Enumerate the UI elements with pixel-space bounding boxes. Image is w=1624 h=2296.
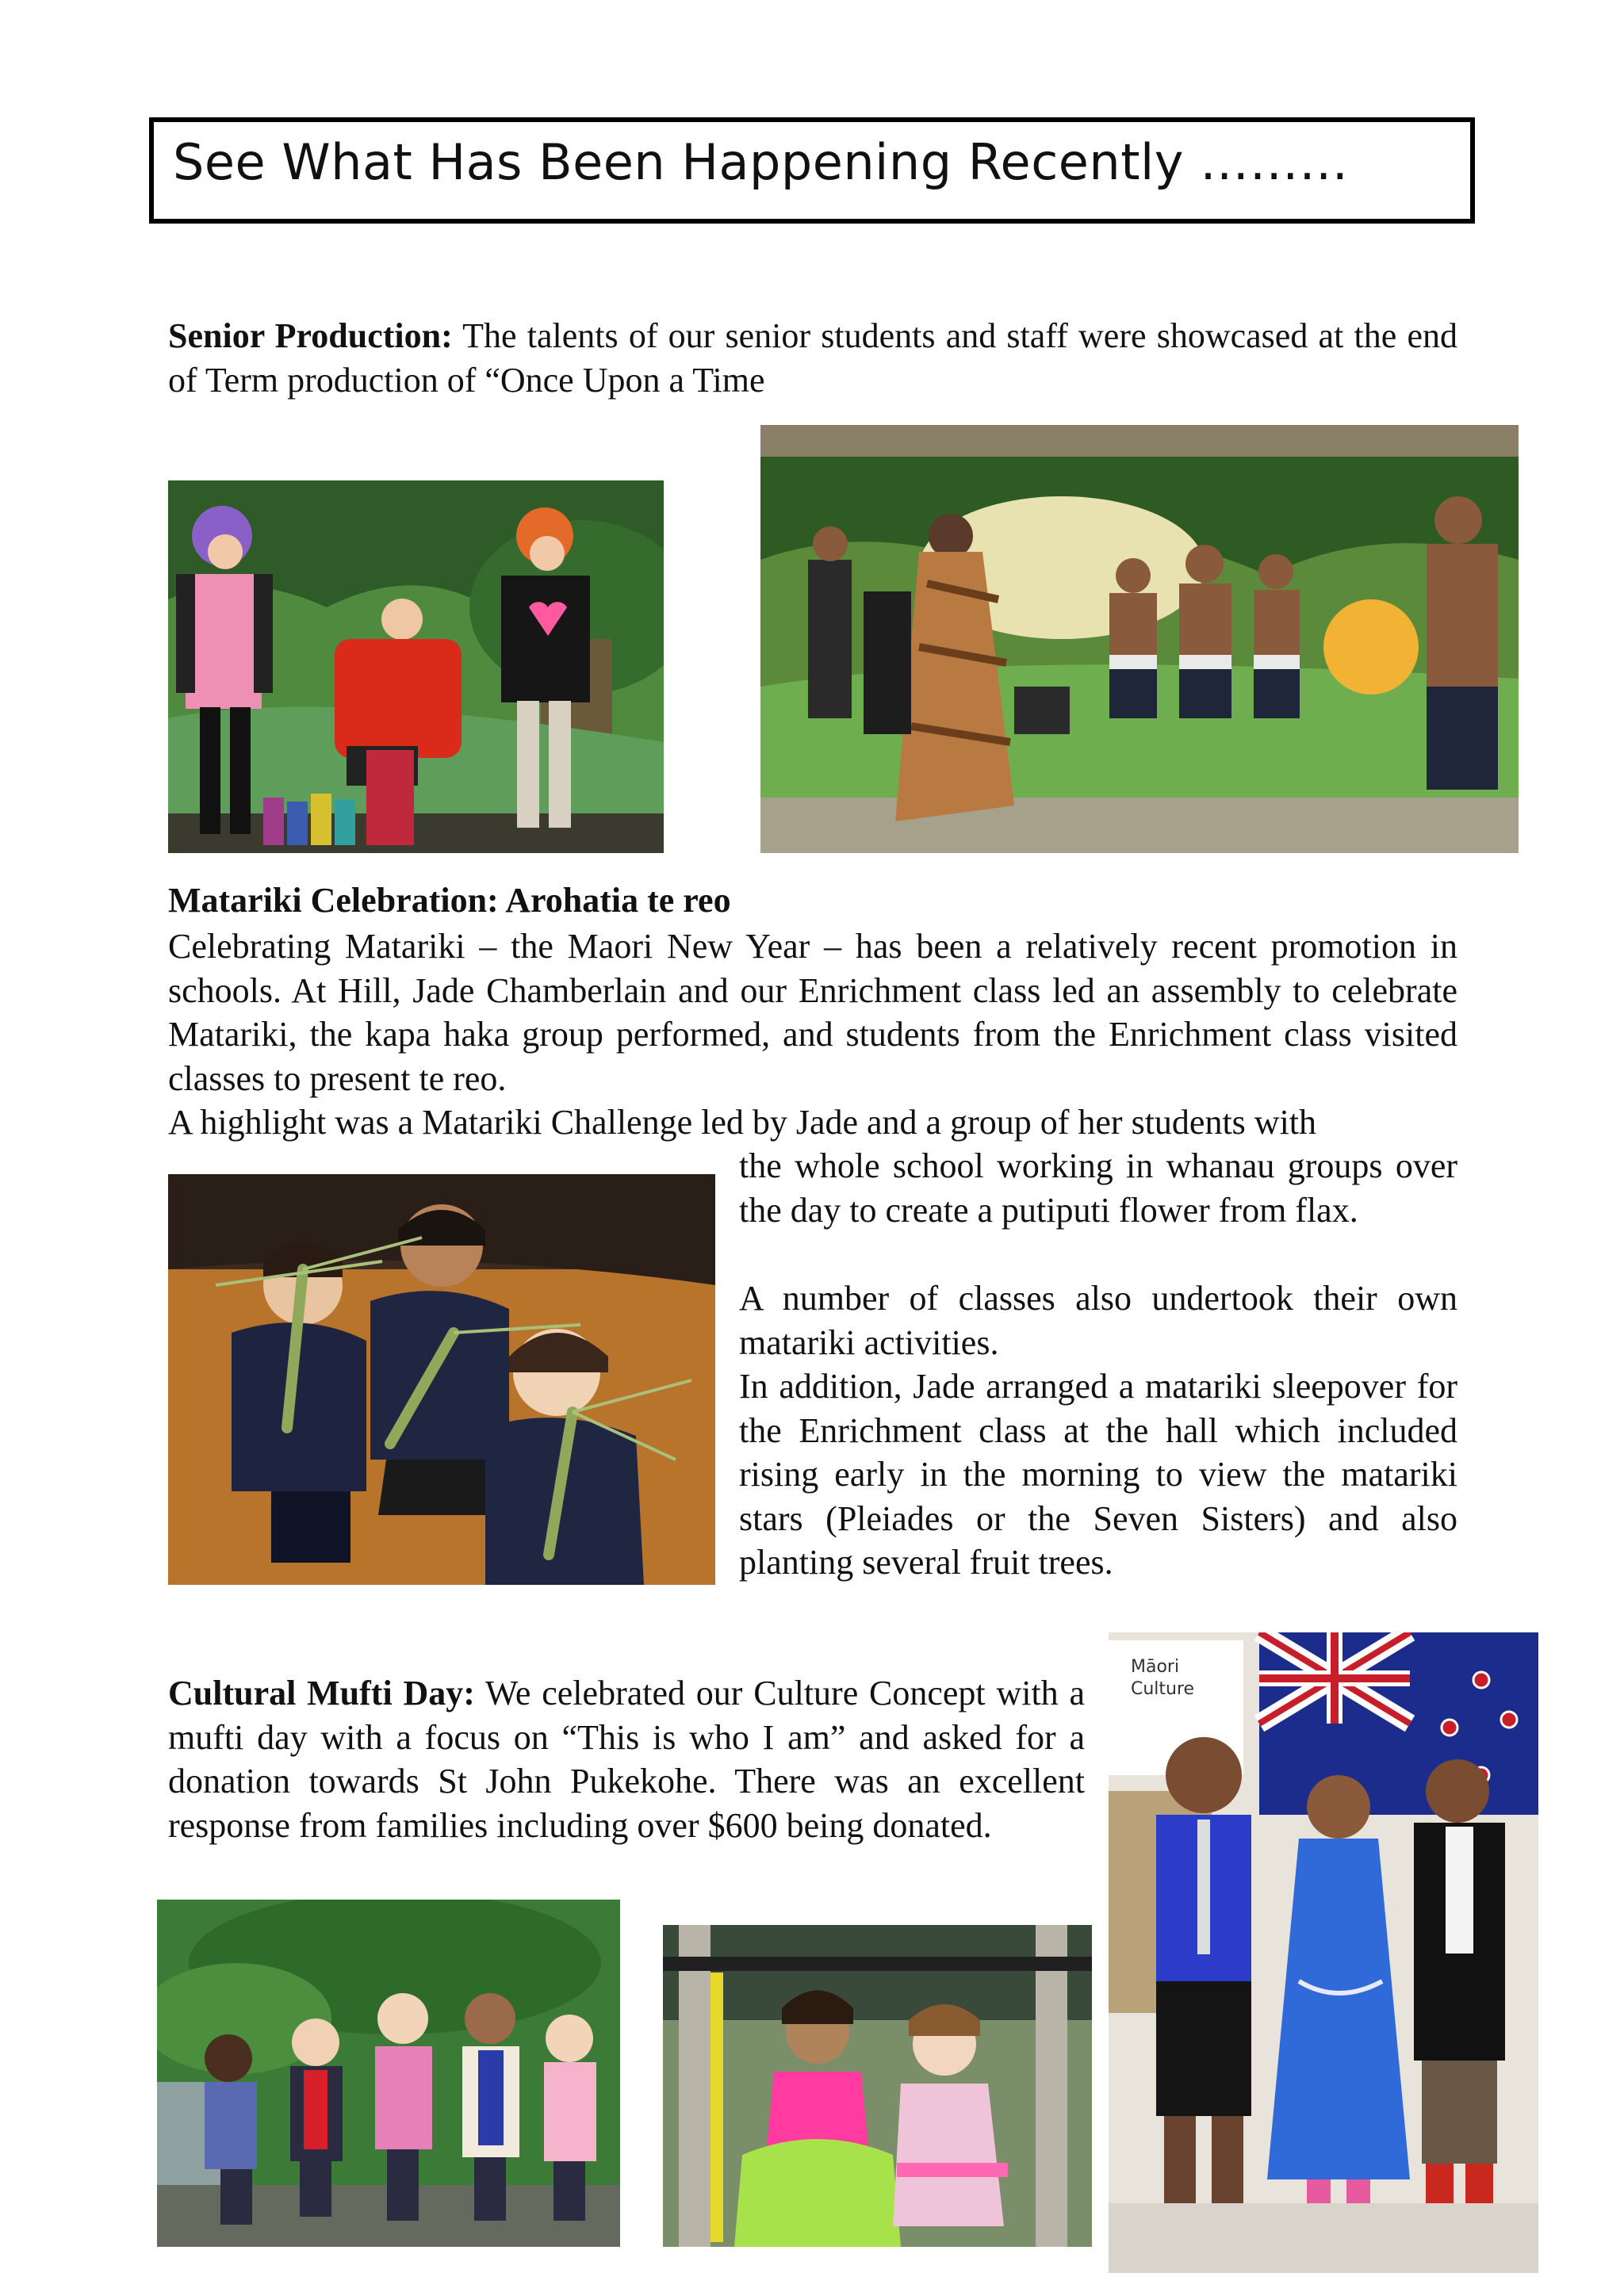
title-box: [149, 117, 1475, 224]
matariki-paragraph-1: Celebrating Matariki – the Maori New Year – has been a relatively recent promotion in schools. At Hill, Jade Chamberlain and our Enrichment class led an assembly to celebrate Matariki, the kapa haka group performed, and students from the Enrichment class visited classes to present te reo.: [168, 927, 1457, 1098]
photo-cultural-costumes: [1109, 1632, 1538, 2273]
mufti-paragraph: [168, 1671, 1085, 1847]
poster-line-1: Māori: [1131, 1657, 1180, 1677]
photo-children-garden: [157, 1900, 620, 2247]
matariki-heading: Matariki Celebration: Arohatia te reo: [168, 881, 731, 920]
photo-two-girls-playground: [663, 1925, 1092, 2247]
senior-production-text: The talents of our senior students and staff were showcased at the end of Term production of “Once Upon a Time: [168, 316, 1457, 400]
senior-production-paragraph: [168, 314, 1457, 402]
photo-kapa-haka-stage: [760, 425, 1519, 853]
matariki-paragraph-2-first-line: A highlight was a Matariki Challenge led by Jade and a group of her students with: [168, 1103, 1317, 1142]
matariki-paragraph-2-rest: the whole school working in whanau groups over the day to create a putiputi flower from flax.: [739, 1146, 1457, 1230]
page-title: See What Has Been Happening Recently ………: [173, 133, 1349, 191]
photo-stage-performers: [168, 480, 664, 853]
mufti-heading: Cultural Mufti Day:: [168, 1674, 475, 1712]
poster-line-2: Culture: [1131, 1679, 1195, 1699]
matariki-paragraph-3: A number of classes also undertook their own matariki activities.: [739, 1279, 1457, 1362]
matariki-paragraph-4: In addition, Jade arranged a matariki sleepover for the Enrichment class at the hall which included rising early in the morning to view the matariki stars (Pleiades or the Seven Sisters) and also planting several fruit trees.: [739, 1367, 1457, 1582]
photo-children-flax: [168, 1174, 715, 1585]
mufti-text: We celebrated our Culture Concept with a mufti day with a focus on “This is who I am” and asked for a donation towards St John Pukekohe. There was an excellent response from families including over $600 being donated.: [168, 1674, 1085, 1845]
senior-production-heading: Senior Production:: [168, 316, 453, 355]
